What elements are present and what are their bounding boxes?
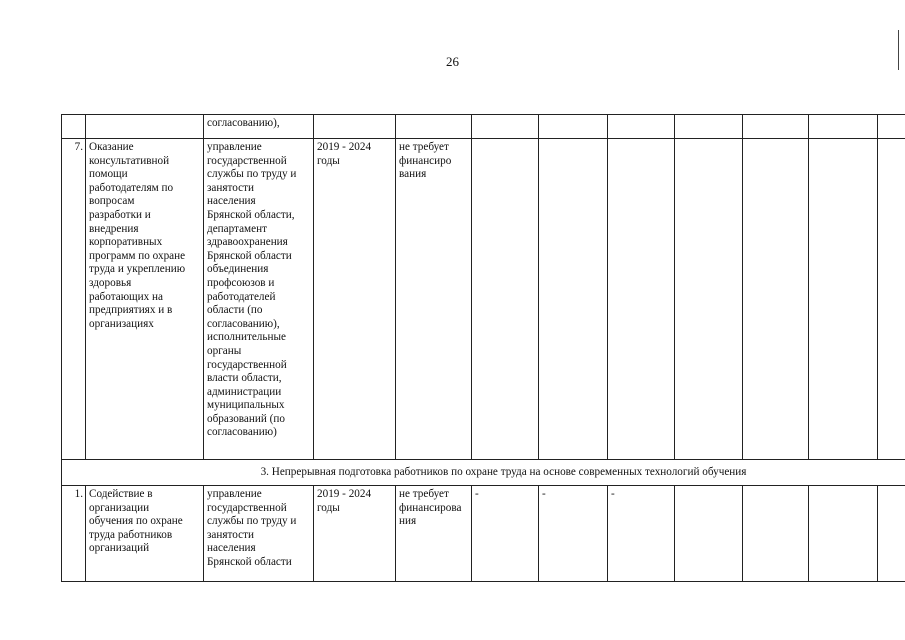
- cell-num: [62, 115, 86, 139]
- cell-period: 2019 - 2024 годы: [314, 486, 396, 582]
- cell-c7: [539, 139, 608, 460]
- cell-name: Содействие в организации обучения по охране труда работников организаций: [86, 486, 204, 582]
- cell-c10: [743, 115, 809, 139]
- cell-num: 1.: [62, 486, 86, 582]
- table-row: [62, 486, 905, 582]
- cell-executor: согласованию),: [204, 115, 314, 139]
- cell-c12: [878, 115, 905, 139]
- cell-executor: управление государственной службы по труду и занятости населения Брянской области: [204, 486, 314, 582]
- cell-c6: -: [472, 486, 539, 582]
- cell-c7: [539, 115, 608, 139]
- margin-mark: [898, 30, 899, 70]
- cell-name: Оказание консультативной помощи работодателям по вопросам разработки и внедрения корпоративных программ по охране труда и укреплению здоровья работающих на предприятиях и в организациях: [86, 139, 204, 460]
- cell-c12: [878, 139, 905, 460]
- section-title: 3. Непрерывная подготовка работников по охране труда на основе современных технологий обучения: [62, 460, 905, 486]
- cell-c9: [675, 115, 743, 139]
- page-number: 26: [446, 54, 459, 69]
- table-row: [62, 115, 905, 139]
- cell-executor: управление государственной службы по труду и занятости населения Брянской области, департамент здравоохранения Брянской области объединения профсоюзов и работодателей области (по согласованию), исполнительные органы государственной власти области, администрации муниципальных образований (по согласованию): [204, 139, 314, 460]
- cell-c10: [743, 139, 809, 460]
- cell-c10: [743, 486, 809, 582]
- cell-finance: [396, 115, 472, 139]
- cell-c7: -: [539, 486, 608, 582]
- program-table: [61, 114, 905, 582]
- cell-c12: [878, 486, 905, 582]
- cell-c8: -: [608, 486, 675, 582]
- cell-num: 7.: [62, 139, 86, 460]
- cell-c6: [472, 139, 539, 460]
- table-row: [62, 139, 905, 460]
- cell-c11: [809, 486, 878, 582]
- cell-c11: [809, 139, 878, 460]
- cell-c8: [608, 115, 675, 139]
- cell-finance: не требует финансиро вания: [396, 139, 472, 460]
- cell-period: [314, 115, 396, 139]
- cell-period: 2019 - 2024 годы: [314, 139, 396, 460]
- cell-c6: [472, 115, 539, 139]
- section-row: [62, 460, 905, 486]
- cell-finance: не требует финансирова ния: [396, 486, 472, 582]
- cell-c8: [608, 139, 675, 460]
- cell-c9: [675, 139, 743, 460]
- cell-c9: [675, 486, 743, 582]
- cell-c11: [809, 115, 878, 139]
- cell-name: [86, 115, 204, 139]
